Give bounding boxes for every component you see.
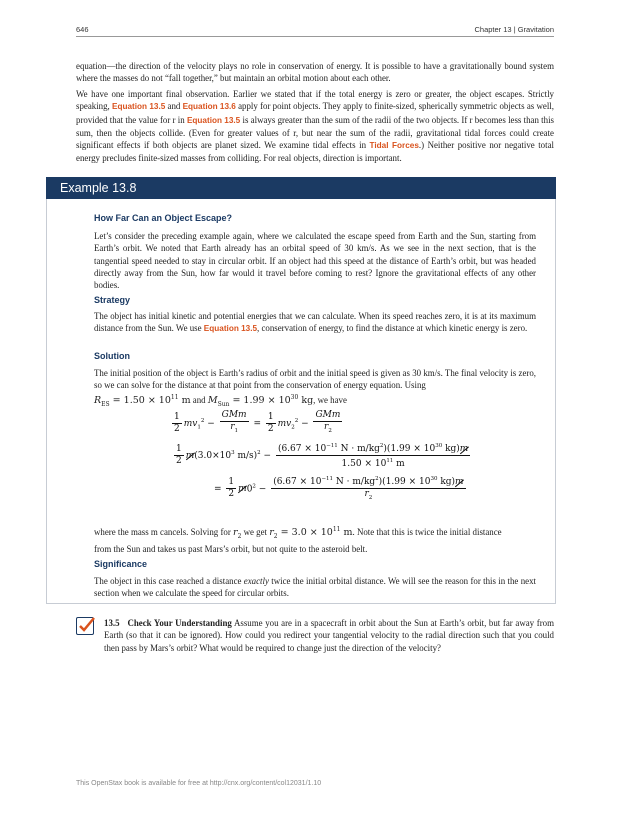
- strategy-text: The object has initial kinetic and potential energies that we can calculate. When its speed reaches zero, it is at its maximum distance from the Sun. We use Equation 13.5, conservation of energy, to find the distance at which kinetic energy is zero.: [94, 311, 536, 334]
- equation-link[interactable]: Equation 13.5: [203, 324, 258, 334]
- tidal-forces-link[interactable]: Tidal Forces: [369, 141, 419, 151]
- example-title: How Far Can an Object Escape?: [94, 213, 233, 223]
- strategy-heading: Strategy: [94, 295, 131, 305]
- equation-link[interactable]: Equation 13.6: [182, 102, 236, 112]
- equation-link[interactable]: Equation 13.5: [186, 115, 241, 125]
- footer-note: This OpenStax book is available for free at http://cnx.org/content/col12031/1.10: [76, 780, 322, 787]
- checkbox-pencil-icon: [76, 617, 94, 635]
- example-label-bar: Example 13.8: [46, 177, 556, 199]
- equation-link[interactable]: Equation 13.5: [112, 102, 166, 112]
- check-your-understanding: 13.5 Check Your Understanding Assume you are in a spacecraft in orbit about the Sun at Earth’s orbit, but far away from Earth (so that it can be ignored). How could you redirect your tangential velocity to the radial direction such that you could then pass by Mars’s orbit? What would be required to change just the direction of the velocity?: [104, 618, 554, 653]
- given-values: $R_{ES} = 1.50 \times 10^{11}$ m and $M_{Sun} = 1.99 \times 10^{30}$ kg, we have: [94, 394, 347, 409]
- solution-heading: Solution: [94, 351, 130, 361]
- intro-paragraph-2: We have one important final observation. Earlier we stated that if the total energy is zero or greater, the object escapes. Strictly speaking, Equation 13.5 and Equation 13.6 apply for point objects. They apply to finite-sized, spherically symmetric objects as well, provided that the value for r in Equation 13.5 is always greater than the sum of the radii of the two objects. If r becomes less than this sum, then the objects collide. (Even for greater values of r, but near the sum of the radii, gravitational tidal forces could create significant effects if both objects are planet sized. We examine tidal effects in Tidal Forces.) Neither positive nor negative total energy precludes finite-sized masses from colliding. For real objects, direction is important.: [76, 89, 555, 164]
- solution-text: The initial position of the object is Earth’s radius of orbit and the initial speed is given as 30 km/s. The final velocity is zero, so we can solve for the distance at that point from the conservation of energy equation. Using: [94, 368, 536, 391]
- energy-equation-3: = $\frac{1}{2}$ $m0^2$ − $\frac{(6.67 \times 10^{-11} N \cdot m/kg^2)(1.99 \times 10^{30} kg)m}{r_2}$: [214, 476, 464, 501]
- page-number: 646: [76, 25, 89, 34]
- intro-paragraph-1: equation—the direction of the velocity plays no role in conservation of energy. It is possible to have a gravitationally bound system where the masses do not “fall together,” but maintain an orbital motion about each other.: [76, 61, 554, 84]
- significance-heading: Significance: [94, 559, 148, 569]
- chapter-title: Chapter 13 | Gravitation: [474, 25, 554, 34]
- after-equation-line-2: from the Sun and takes us past Mars’s orbit, but not quite to the asteroid belt.: [94, 544, 368, 554]
- significance-text: The object in this case reached a distance exactly twice the initial orbital distance. We will see the reason for this in the next section when we calculate the speed for circular orbits.: [94, 576, 536, 599]
- after-equation-line: where the mass m cancels. Solving for $r_2$ we get $r_2 = 3.0 \times 10^{11}$ m. Note that this is twice the initial distance: [94, 526, 502, 541]
- energy-equation-2: $\frac{1}{2}$ $m(3.0\times 10^3$ m/s)$^2$ − $\frac{(6.67 \times 10^{-11} N \cdot m/kg^2)(1.99 \times 10^{30} kg)m}{1.50 \times 10^{11} m}$: [176, 443, 469, 469]
- header-rule: [76, 36, 554, 37]
- energy-equation-1: $\frac{1}{2}$ $mv_1^2$ − $\frac{\text{GMm}}{r_1}$ = $\frac{1}{2}$ $mv_2^2$ − $\frac{\text{GMm}}{r_2}$: [174, 410, 341, 434]
- example-problem: Let’s consider the preceding example again, where we calculated the escape speed from Earth and the Sun, starting from Earth’s orbit. We noted that Earth already has an orbital speed of 30 km/s. As we see in the next section, that is the tangential speed needed to stay in circular orbit. If an object had this speed at the distance of Earth’s orbit, but was headed directly away from the Sun, how far would it travel before coming to rest? Ignore the gravitational effects of any other bodies.: [94, 231, 536, 291]
